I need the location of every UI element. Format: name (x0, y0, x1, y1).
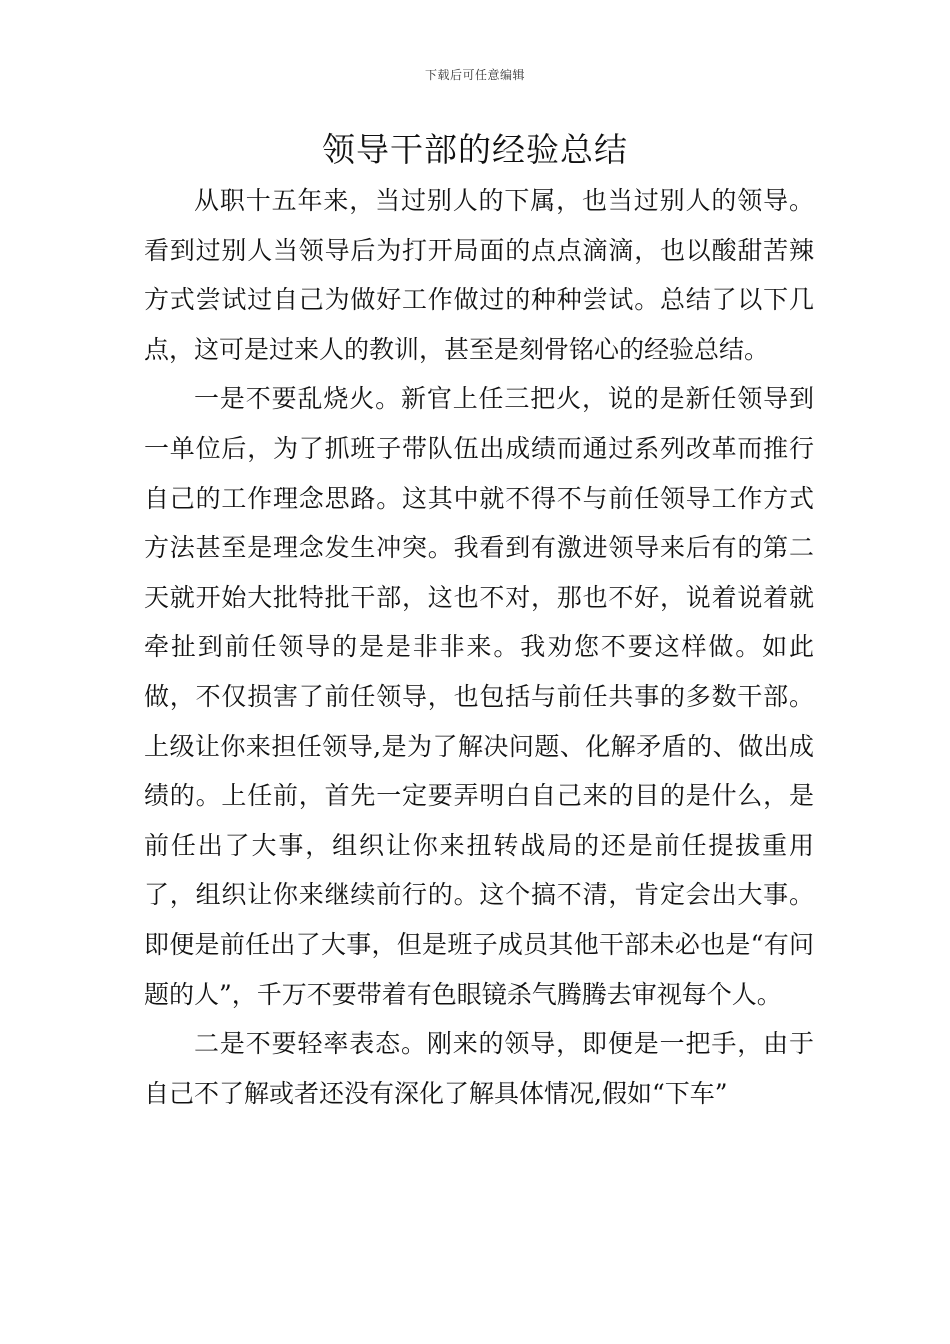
header-note: 下载后可任意编辑 (424, 68, 525, 82)
paragraph-point-two: 二是不要轻率表态。刚来的领导，即便是一把手，由于自己不了解或者还没有深化了解具体情况,假如“下车” (144, 1029, 814, 1108)
document-title: 领导干部的经验总结 (322, 130, 628, 169)
paragraph-point-one: 一是不要乱烧火。新官上任三把火，说的是新任领导到一单位后，为了抓班子带队伍出成绩而通过系列改革而推行自己的工作理念思路。这其中就不得不与前任领导工作方式方法甚至是理念发生冲突。我看到有激进领导来后有的第二天就开始大批特批干部，这也不对，那也不好，说着说着就牵扯到前任领导的是是非非来。我劝您不要这样做。如此做，不仅损害了前任领导，也包括与前任共事的多数干部。上级让你来担任领导,是为了解决问题、化解矛盾的、做出成绩的。上任前，首先一定要弄明白自己来的目的是什么，是前任出了大事，组织让你来扭转战局的还是前任提拔重用了，组织让你来继续前行的。这个搞不清，肯定会出大事。即便是前任出了大事，但是班子成员其他干部未必也是“有问题的人”，千万不要带着有色眼镜杀气腾腾去审视每个人。 (144, 384, 814, 1009)
paragraph-intro: 从职十五年来，当过别人的下属，也当过别人的领导。看到过别人当领导后为打开局面的点点滴滴，也以酸甜苦辣方式尝试过自己为做好工作做过的种种尝试。总结了以下几点，这可是过来人的教训，甚至是刻骨铭心的经验总结。 (144, 186, 814, 364)
document-body (144, 176, 814, 1118)
